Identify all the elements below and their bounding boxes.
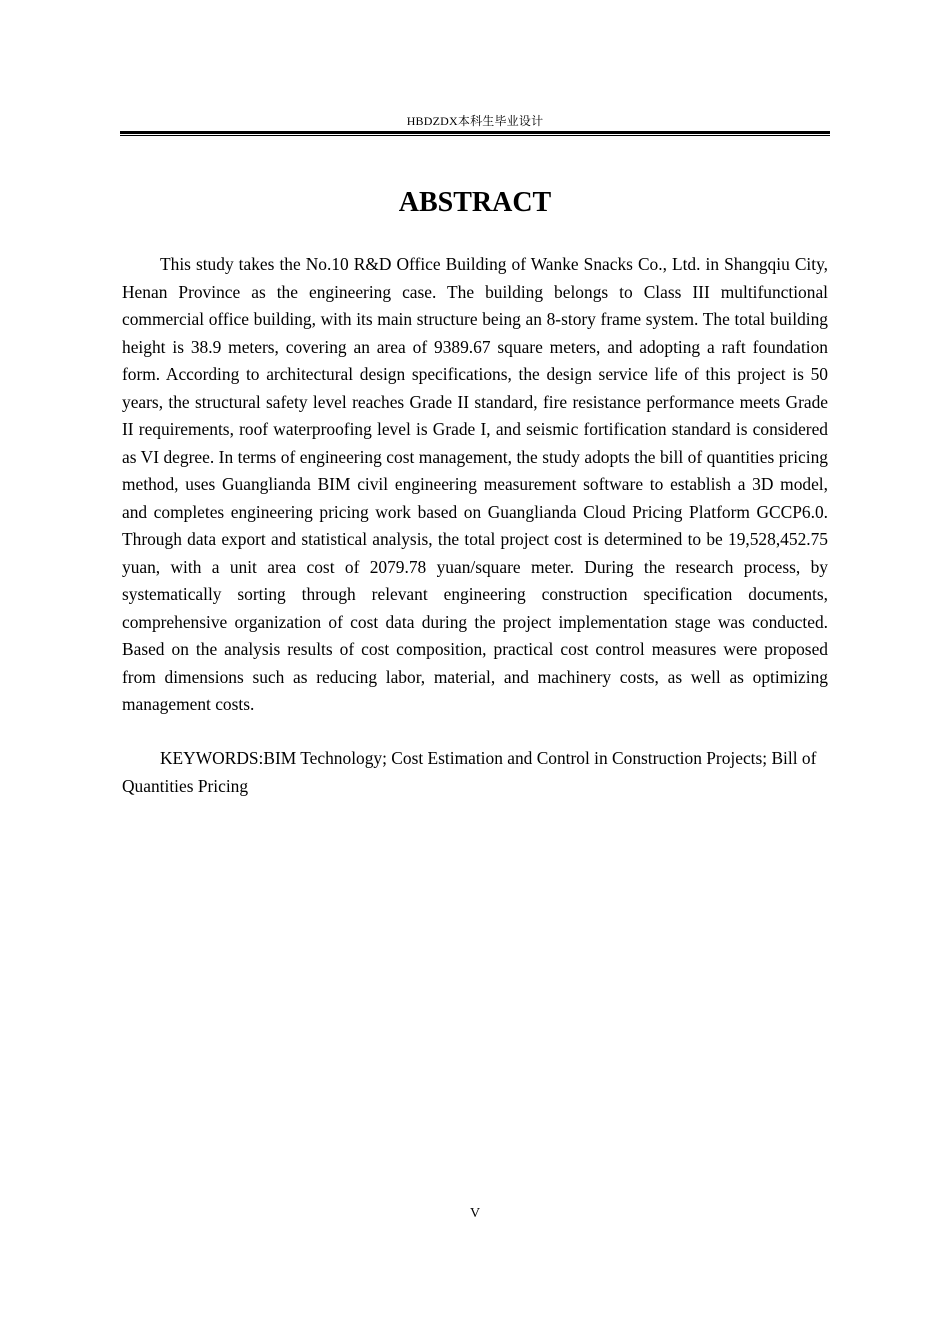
running-header: HBDZDX本科生毕业设计 — [406, 114, 544, 128]
page-number: V — [469, 1206, 481, 1221]
page-title: ABSTRACT — [398, 187, 552, 218]
header-rule-thick — [120, 131, 830, 134]
keywords-paragraph: KEYWORDS:BIM Technology; Cost Estimation and Control in Construction Projects; Bill of Quantities Pricing — [122, 748, 817, 796]
abstract-paragraph: This study takes the No.10 R&D Office Building of Wanke Snacks Co., Ltd. in Shangqiu City, Henan Province as the engineering case. The building belongs to Class III multifunctional commercial office building, with its main structure being an 8-story frame system. The total building height is 38.9 meters, covering an area of 9389.67 square meters, and adopting a raft foundation form. According to architectural design specifications, the design service life of this project is 50 years, the structural safety level reaches Grade II standard, fire resistance performance meets Grade II requirements, roof waterproofing level is Grade I, and seismic fortification standard is considered as VI degree. In terms of engineering cost management, the study adopts the bill of quantities pricing method, uses Guanglianda BIM civil engineering measurement software to establish a 3D model, and completes engineering pricing work based on Guanglianda Cloud Pricing Platform GCCP6.0. Through data export and statistical analysis, the total project cost is determined to be 19,528,452.75 yuan, with a unit area cost of 2079.78 yuan/square meter. During the research process, by systematically sorting through relevant engineering construction specification documents, comprehensive organization of cost data during the project implementation stage was conducted. Based on the analysis results of cost composition, practical cost control measures were proposed from dimensions such as reducing labor, material, and machinery costs, as well as optimizing management costs. — [122, 254, 828, 714]
header-rule-thin — [120, 135, 830, 136]
